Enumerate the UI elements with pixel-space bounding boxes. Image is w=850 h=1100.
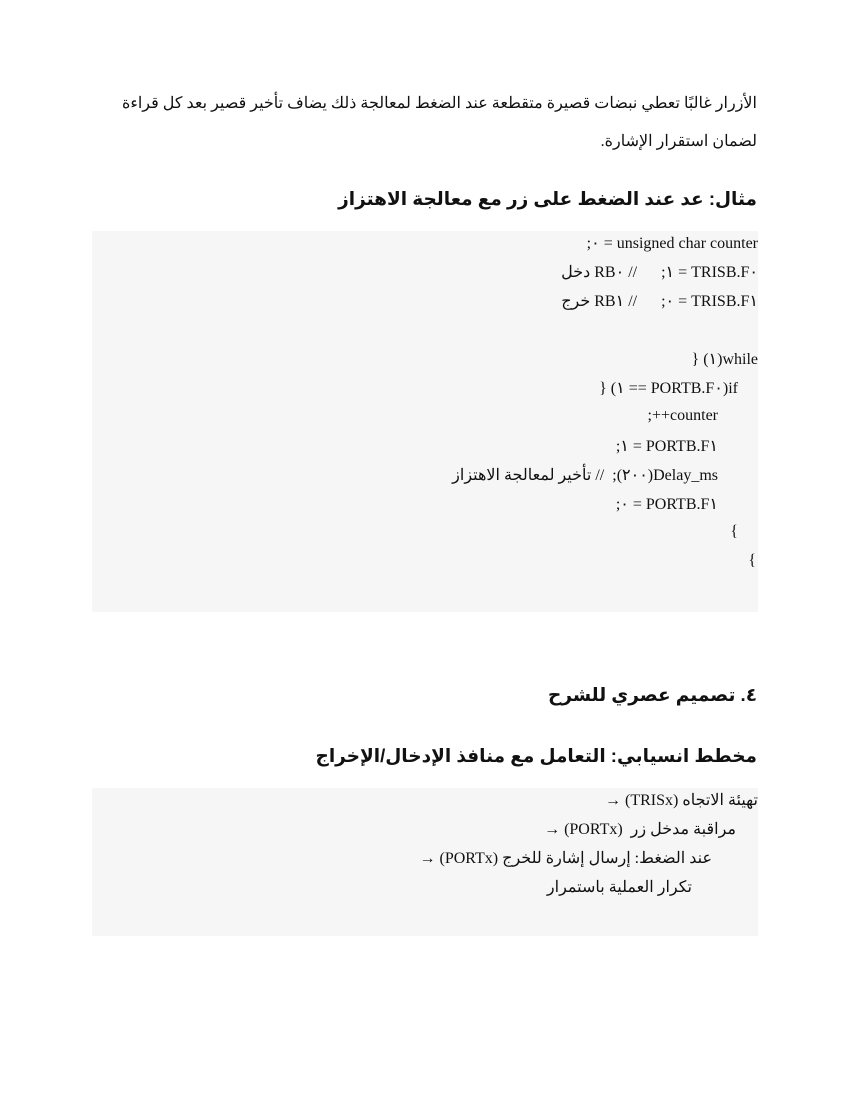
intro-line-2: لضمان استقرار الإشارة. — [600, 133, 757, 150]
code-line: if(PORTB.F٠ == ١) { — [599, 380, 738, 397]
flowchart-block — [92, 788, 758, 936]
code-line: TRISB.F٠ = ١; // RB٠ دخل — [561, 264, 758, 281]
flow-step: عند الضغط: إرسال إشارة للخرج (PORTx) → — [419, 850, 712, 867]
code-line: while(١) { — [691, 351, 758, 368]
section-4-heading: ٤. تصميم عصري للشرح — [548, 684, 757, 705]
code-line: TRISB.F١ = ٠; // RB١ خرج — [561, 293, 758, 310]
code-line: counter++; — [647, 407, 718, 424]
flow-step: تكرار العملية باستمرار — [546, 879, 692, 896]
intro-line-1: الأزرار غالبًا تعطي نبضات قصيرة متقطعة عند الضغط لمعالجة ذلك يضاف تأخير قصير بعد كل قراءة — [121, 95, 757, 112]
code-line: PORTB.F١ = ١; — [615, 438, 718, 455]
example-heading: مثال: عد عند الضغط على زر مع معالجة الاهتزاز — [338, 188, 757, 209]
flow-step: تهيئة الاتجاه (TRISx) → — [605, 792, 758, 809]
flowchart-heading: مخطط انسيابي: التعامل مع منافذ الإدخال/الإخراج — [315, 745, 757, 766]
code-line: Delay_ms(٢٠٠); // تأخير لمعالجة الاهتزاز — [452, 467, 718, 484]
code-block — [92, 231, 758, 612]
code-line: } — [730, 523, 738, 540]
code-line: } — [748, 552, 756, 569]
code-line: PORTB.F١ = ٠; — [615, 496, 718, 513]
code-line: unsigned char counter = ٠; — [586, 235, 758, 252]
flow-step: مراقبة مدخل زر (PORTx) → — [544, 821, 736, 838]
